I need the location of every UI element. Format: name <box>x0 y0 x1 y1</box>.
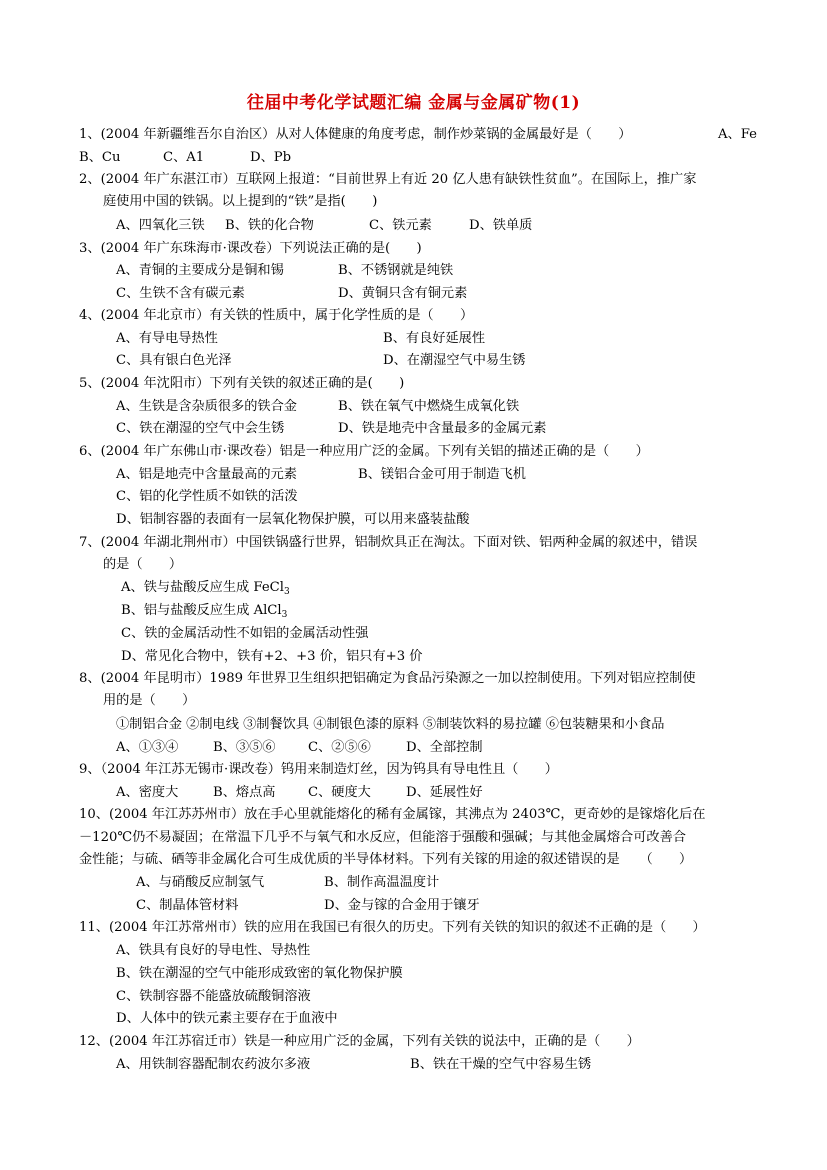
question-8-option-b: B、③⑤⑥ <box>213 740 276 755</box>
question-3-option-a: A、青铜的主要成分是铜和锡 <box>116 263 284 278</box>
question-7-option-a-text: A、铁与盐酸反应生成 FeCl <box>121 580 284 595</box>
question-4-option-c: C、具有银白色光泽 <box>116 353 232 368</box>
question-2-option-a: A、四氧化三铁 <box>116 218 205 233</box>
question-6-option-a: A、铝是地壳中含量最高的元素 <box>116 467 297 482</box>
question-1-stem: 1、(2004 年新疆维吾尔自治区）从对人体健康的角度考虑，制作炒菜锅的金属最好是（ ） <box>79 127 632 142</box>
question-8-items: ①制铝合金 ②制电线 ③制餐饮具 ④制银色漆的原料 ⑤制装饮料的易拉罐 ⑥包装糖果和小食品 <box>116 717 665 732</box>
subscript-3: 3 <box>281 610 288 620</box>
question-9-option-c: C、硬度大 <box>308 785 371 800</box>
question-12-option-a: A、用铁制容器配制农药波尔多液 <box>116 1057 311 1072</box>
question-7-option-c: C、铁的金属活动性不如铝的金属活动性强 <box>121 626 369 641</box>
question-10-option-c: C、制晶体管材料 <box>136 898 239 913</box>
question-11-stem: 11、(2004 年江苏常州市）铁的应用在我国已有很久的历史。下列有关铁的知识的叙述不正确的是（ ） <box>79 920 706 935</box>
question-4-option-d: D、在潮湿空气中易生锈 <box>383 353 526 368</box>
question-10-stem-line-1: 10、(2004 年江苏苏州市）放在手心里就能熔化的稀有金属镓，其沸点为 2403℃，更奇妙的是镓熔化后在 <box>79 807 706 822</box>
question-4-option-b: B、有良好延展性 <box>383 331 486 346</box>
question-2-option-c: C、铁元素 <box>369 218 432 233</box>
question-7-option-a <box>121 579 290 597</box>
question-9-option-d: D、延展性好 <box>406 785 483 800</box>
question-10-stem-line-3: 金性能；与硫、硒等非金属化合可生成优质的半导体材料。下列有关镓的用途的叙述错误的是 （ ） <box>79 852 693 867</box>
subscript-3: 3 <box>283 587 290 597</box>
question-3-option-c: C、生铁不含有碳元素 <box>116 286 245 301</box>
question-4-stem: 4、(2004 年北京市）有关铁的性质中，属于化学性质的是（ ） <box>79 308 474 323</box>
question-9-option-a: A、密度大 <box>116 785 179 800</box>
question-5-option-a: A、生铁是含杂质很多的铁合金 <box>116 399 297 414</box>
question-6-option-b: B、镁铝合金可用于制造飞机 <box>358 467 526 482</box>
question-5-option-b: B、铁在氧气中燃烧生成氧化铁 <box>338 399 520 414</box>
question-9-option-b: B、熔点高 <box>213 785 276 800</box>
question-1-option-a: A、Fe <box>718 127 757 142</box>
page-title: 往届中考化学试题汇编 金属与金属矿物(1) <box>246 93 581 113</box>
question-11-option-c: C、铁制容器不能盛放硫酸铜溶液 <box>116 989 311 1004</box>
question-6-stem: 6、(2004 年广东佛山市·课改卷）铝是一种应用广泛的金属。下列有关铝的描述正确的是（ ） <box>79 444 649 459</box>
question-7-stem-line-2: 的是（ ） <box>103 557 183 572</box>
question-2-option-d: D、铁单质 <box>469 218 533 233</box>
question-1-option-c: C、A1 <box>163 150 205 165</box>
question-2-option-b: B、铁的化合物 <box>225 218 314 233</box>
question-8-option-d: D、全部控制 <box>406 740 483 755</box>
question-6-option-c: C、铝的化学性质不如铁的活泼 <box>116 489 298 504</box>
question-7-option-b-text: B、铝与盐酸反应生成 AlCl <box>121 603 282 618</box>
question-10-option-b: B、制作高温温度计 <box>324 875 440 890</box>
question-11-option-b: B、铁在潮湿的空气中能形成致密的氧化物保护膜 <box>116 966 403 981</box>
question-5-option-c: C、铁在潮湿的空气中会生锈 <box>116 421 285 436</box>
question-11-option-a: A、铁具有良好的导电性、导热性 <box>116 943 311 958</box>
question-8-option-c: C、②⑤⑥ <box>308 740 371 755</box>
question-3-stem: 3、(2004 年广东珠海市·课改卷）下列说法正确的是( ) <box>79 241 422 256</box>
question-1-option-b: B、Cu <box>79 150 121 165</box>
question-2-stem-line-2: 庭使用中国的铁锅。以上提到的“铁”是指( ) <box>103 194 378 209</box>
question-12-option-b: B、铁在干燥的空气中容易生锈 <box>410 1057 592 1072</box>
question-10-option-a: A、与硝酸反应制氢气 <box>136 875 265 890</box>
question-10-option-d: D、金与镓的合金用于镶牙 <box>324 898 480 913</box>
question-4-option-a: A、有导电导热性 <box>116 331 218 346</box>
question-3-option-b: B、不锈钢就是纯铁 <box>338 263 454 278</box>
question-7-option-d: D、常见化合物中，铁有+2、+3 价，铝只有+3 价 <box>121 649 423 664</box>
question-8-stem-line-1: 8、(2004 年昆明市）1989 年世界卫生组织把铝确定为食品污染源之一加以控制使用。下列对铝应控制使 <box>79 671 696 686</box>
question-12-stem: 12、(2004 年江苏宿迁市）铁是一种应用广泛的金属，下列有关铁的说法中，正确的是（ ） <box>79 1034 640 1049</box>
question-2-stem-line-1: 2、(2004 年广东湛江市）互联网上报道：“目前世界上有近 20 亿人患有缺铁性贫血”。在国际上，推广家 <box>79 172 697 187</box>
question-5-option-d: D、铁是地壳中含量最多的金属元素 <box>338 421 547 436</box>
question-10-stem-line-2: －120℃仍不易凝固；在常温下几乎不与氧气和水反应，但能溶于强酸和强碱；与其他金属熔合可改善合 <box>79 830 686 845</box>
question-7-option-b <box>121 602 287 620</box>
question-6-option-d: D、铝制容器的表面有一层氧化物保护膜，可以用来盛装盐酸 <box>116 512 470 527</box>
question-3-option-d: D、黄铜只含有铜元素 <box>338 286 468 301</box>
question-11-option-d: D、人体中的铁元素主要存在于血液中 <box>116 1011 338 1026</box>
question-7-stem-line-1: 7、(2004 年湖北荆州市）中国铁锅盛行世界，铝制炊具正在淘汰。下面对铁、铝两种金属的叙述中，错误 <box>79 535 698 550</box>
question-9-stem: 9、（2004 年江苏无锡市·课改卷）钨用来制造灯丝，因为钨具有导电性且（ ） <box>79 762 558 777</box>
question-8-stem-line-2: 用的是（ ） <box>103 693 196 708</box>
question-5-stem: 5、(2004 年沈阳市）下列有关铁的叙述正确的是( ) <box>79 376 405 391</box>
question-8-option-a: A、①③④ <box>116 740 179 755</box>
question-1-option-d: D、Pb <box>250 150 292 165</box>
